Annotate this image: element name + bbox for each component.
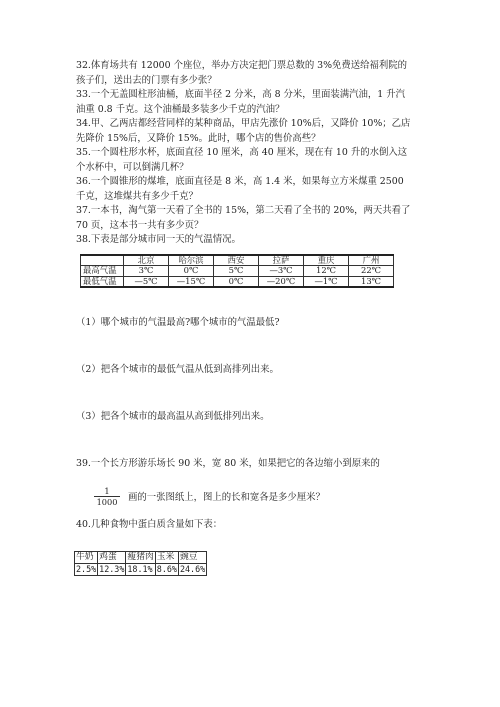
question-34 (76, 117, 432, 146)
row-label: 最高气温 (81, 266, 124, 276)
temperature-cell: 3℃ (124, 266, 169, 276)
question-37-line: 70 页，这本书一共有多少页？ (76, 219, 204, 231)
temperature-cell: 22℃ (349, 266, 394, 276)
fraction-denominator: 1000 (96, 497, 118, 507)
protein-value-cell: 2.5% (76, 564, 97, 574)
table-row (81, 276, 394, 287)
question-40-intro: 40.几种食物中蛋白质含量如下表： (76, 519, 223, 530)
city-header: 西安 (214, 255, 259, 266)
question-33-line: 油重 0.8 千克。这个油桶最多装多少千克的汽油？ (76, 103, 285, 115)
temperature-table (80, 254, 394, 288)
question-38-sub3: （3）把各个城市的最高温从高到低排列出来。 (76, 411, 270, 422)
protein-value-cell: 24.6% (179, 564, 206, 574)
temperature-cell: —15℃ (169, 276, 214, 287)
question-35-line: 个水杯中，可以倒满几杯？ (76, 161, 189, 173)
question-32-line: 32.体育场共有 12000 个座位，举办方决定把门票总数的 3%免费送给福利院的 (76, 60, 408, 71)
table-row (81, 266, 394, 276)
table-row (75, 564, 207, 576)
question-33 (76, 88, 432, 117)
temperature-table-corner (81, 255, 124, 266)
temperature-table-header-row (81, 255, 394, 266)
food-header: 瘦猪肉 (127, 552, 154, 562)
city-header: 拉萨 (259, 255, 304, 266)
question-35 (76, 146, 432, 175)
protein-value-cell: 8.6% (156, 564, 177, 574)
food-header: 玉米 (155, 552, 178, 564)
question-38-sub1: （1）哪个城市的气温最高?哪个城市的气温最低? (76, 317, 280, 328)
question-32-line: 孩子们，送出去的门票有多少张？ (76, 74, 217, 86)
temperature-cell: 0℃ (169, 266, 214, 276)
food-header: 牛奶 (75, 552, 98, 564)
temperature-cell: —5℃ (124, 276, 169, 287)
question-33-line: 33.一个无盖圆柱形油桶，底面半径 2 分米，高 8 分米，里面装满汽油，1 升汽 (76, 89, 405, 100)
row-label: 最低气温 (81, 276, 124, 287)
protein-table (74, 551, 207, 576)
question-34-line: 34.甲、乙两店都经营同样的某种商品，甲店先涨价 10%后，又降价 10%；乙店 (76, 118, 411, 129)
city-header: 广州 (349, 255, 394, 266)
protein-value-cell: 12.3% (99, 564, 125, 574)
protein-value-cell: 18.1% (126, 564, 155, 576)
question-36 (76, 175, 432, 204)
question-38-intro: 38.下表是部分城市同一天的气温情况。 (76, 234, 241, 245)
question-36-line: 36.一个圆锥形的煤堆，底面直径是 8 米，高 1.4 米，如果每立方米煤重 2500 (76, 176, 404, 187)
temperature-cell: 13℃ (349, 276, 394, 287)
question-38-sub2: （2）把各个城市的最低气温从低到高排列出来。 (76, 364, 279, 375)
question-37 (76, 204, 432, 233)
temperature-cell: 12℃ (304, 266, 349, 276)
fraction-numerator: 1 (94, 486, 120, 497)
temperature-cell: —1℃ (304, 276, 349, 287)
city-header: 重庆 (304, 255, 349, 266)
question-37-line: 37.一本书，淘气第一天看了全书的 15%，第二天看了全书的 20%，两天共看了 (76, 205, 411, 216)
temperature-cell: —20℃ (259, 276, 304, 287)
temperature-cell: —3℃ (259, 266, 304, 276)
temperature-cell: 0℃ (214, 276, 259, 287)
question-34-line: 先降价 15%后，又降价 15%。此时，哪个店的售价高些？ (76, 132, 321, 144)
food-header: 鸡蛋 (98, 552, 126, 564)
table-row (75, 552, 207, 564)
city-header: 哈尔滨 (169, 255, 214, 266)
question-39-line2: 画的一张图纸上，图上的长和宽各是多少厘米？ (128, 492, 325, 503)
scale-fraction (94, 486, 120, 507)
temperature-cell: 5℃ (214, 266, 259, 276)
question-35-line: 35.一个圆柱形水杯，底面直径 10 厘米，高 40 厘米，现在有 10 升的水倒入这 (76, 147, 408, 158)
city-header: 北京 (124, 255, 169, 266)
question-32 (76, 59, 432, 88)
question-39-line1: 39.一个长方形游乐场长 90 米，宽 80 米，如果把它的各边缩小到原来的 (76, 458, 380, 469)
food-header: 豌豆 (178, 552, 206, 564)
question-36-line: 千克，这堆煤共有多少千克？ (76, 190, 198, 202)
